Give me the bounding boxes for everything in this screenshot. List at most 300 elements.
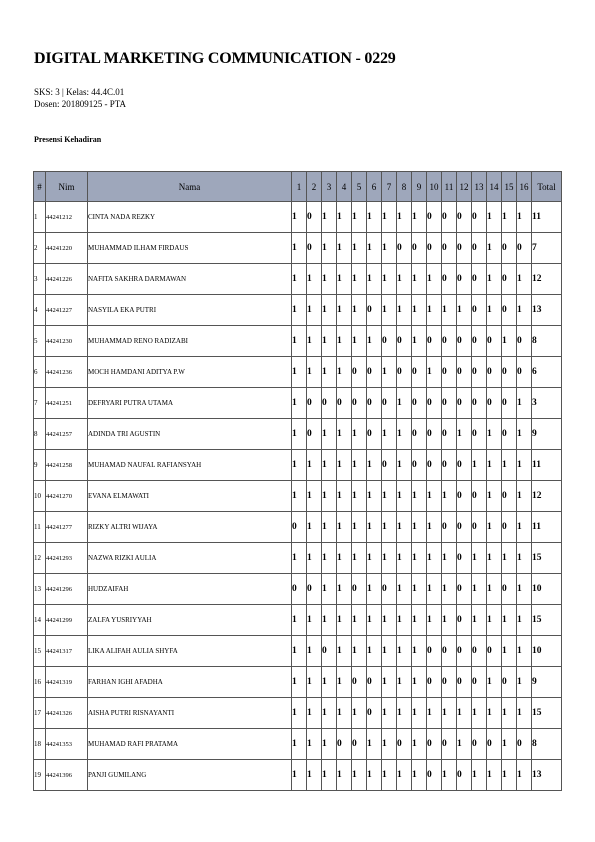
attendance-mark: 1 <box>307 295 322 326</box>
attendance-mark: 1 <box>517 419 532 450</box>
attendance-mark: 0 <box>517 233 532 264</box>
attendance-mark: 0 <box>472 202 487 233</box>
attendance-mark: 1 <box>322 543 337 574</box>
attendance-mark: 1 <box>487 450 502 481</box>
attendance-mark: 0 <box>322 388 337 419</box>
attendance-mark: 1 <box>337 605 352 636</box>
attendance-mark: 0 <box>412 233 427 264</box>
attendance-mark: 0 <box>457 574 472 605</box>
attendance-mark: 1 <box>307 667 322 698</box>
attendance-mark: 1 <box>397 295 412 326</box>
attendance-mark: 0 <box>472 667 487 698</box>
student-name: FARHAN IGHI AFADHA <box>88 667 292 698</box>
attendance-mark: 1 <box>517 667 532 698</box>
attendance-mark: 0 <box>442 326 457 357</box>
attendance-mark: 1 <box>337 543 352 574</box>
table-row <box>34 233 562 264</box>
row-number: 1 <box>34 202 46 233</box>
attendance-mark: 1 <box>382 295 397 326</box>
attendance-mark: 1 <box>487 605 502 636</box>
attendance-mark: 0 <box>337 729 352 760</box>
attendance-mark: 0 <box>457 357 472 388</box>
attendance-mark: 1 <box>397 264 412 295</box>
attendance-mark: 1 <box>487 543 502 574</box>
row-number: 5 <box>34 326 46 357</box>
student-name: MUHAMAD NAUFAL RAFIANSYAH <box>88 450 292 481</box>
header-meeting-16: 16 <box>517 172 532 202</box>
attendance-mark: 1 <box>382 729 397 760</box>
attendance-mark: 1 <box>487 481 502 512</box>
attendance-mark: 1 <box>367 202 382 233</box>
attendance-total: 9 <box>532 667 562 698</box>
attendance-mark: 1 <box>487 698 502 729</box>
attendance-mark: 1 <box>337 698 352 729</box>
attendance-mark: 1 <box>412 760 427 791</box>
attendance-mark: 1 <box>367 760 382 791</box>
attendance-mark: 0 <box>472 419 487 450</box>
attendance-mark: 1 <box>292 667 307 698</box>
attendance-mark: 1 <box>367 326 382 357</box>
header-meeting-1: 1 <box>292 172 307 202</box>
attendance-mark: 0 <box>457 450 472 481</box>
row-number: 16 <box>34 667 46 698</box>
table-row <box>34 760 562 791</box>
attendance-mark: 1 <box>322 233 337 264</box>
attendance-total: 10 <box>532 636 562 667</box>
attendance-total: 8 <box>532 729 562 760</box>
attendance-mark: 0 <box>307 419 322 450</box>
attendance-mark: 0 <box>472 326 487 357</box>
attendance-mark: 1 <box>337 667 352 698</box>
attendance-mark: 1 <box>307 264 322 295</box>
attendance-mark: 1 <box>322 698 337 729</box>
attendance-mark: 1 <box>352 543 367 574</box>
attendance-mark: 1 <box>382 419 397 450</box>
attendance-mark: 1 <box>307 543 322 574</box>
attendance-total: 7 <box>532 233 562 264</box>
attendance-mark: 1 <box>367 512 382 543</box>
table-row <box>34 326 562 357</box>
student-nim: 44241258 <box>46 450 88 481</box>
attendance-mark: 1 <box>382 481 397 512</box>
attendance-mark: 1 <box>412 698 427 729</box>
page-title: DIGITAL MARKETING COMMUNICATION - 0229 <box>34 50 396 67</box>
attendance-mark: 0 <box>502 512 517 543</box>
table-row <box>34 512 562 543</box>
attendance-mark: 1 <box>352 264 367 295</box>
student-name: DEFRYARI PUTRA UTAMA <box>88 388 292 419</box>
attendance-mark: 1 <box>502 760 517 791</box>
attendance-mark: 0 <box>367 295 382 326</box>
attendance-mark: 1 <box>292 419 307 450</box>
attendance-mark: 1 <box>397 202 412 233</box>
attendance-mark: 1 <box>382 202 397 233</box>
table-row <box>34 543 562 574</box>
attendance-mark: 1 <box>502 698 517 729</box>
student-nim: 44241299 <box>46 605 88 636</box>
attendance-mark: 1 <box>322 512 337 543</box>
student-name: CINTA NADA REZKY <box>88 202 292 233</box>
student-nim: 44241230 <box>46 326 88 357</box>
attendance-mark: 0 <box>457 481 472 512</box>
attendance-mark: 1 <box>427 605 442 636</box>
attendance-mark: 0 <box>457 605 472 636</box>
attendance-mark: 1 <box>487 419 502 450</box>
attendance-mark: 1 <box>487 667 502 698</box>
attendance-mark: 0 <box>517 357 532 388</box>
attendance-mark: 0 <box>517 326 532 357</box>
header-meeting-2: 2 <box>307 172 322 202</box>
row-number: 12 <box>34 543 46 574</box>
student-nim: 44241236 <box>46 357 88 388</box>
attendance-mark: 1 <box>307 450 322 481</box>
attendance-mark: 1 <box>307 729 322 760</box>
attendance-mark: 0 <box>367 357 382 388</box>
attendance-mark: 0 <box>502 481 517 512</box>
attendance-mark: 1 <box>427 295 442 326</box>
table-row <box>34 264 562 295</box>
attendance-mark: 0 <box>502 419 517 450</box>
attendance-total: 11 <box>532 512 562 543</box>
attendance-mark: 0 <box>442 512 457 543</box>
attendance-mark: 1 <box>487 574 502 605</box>
attendance-mark: 1 <box>502 450 517 481</box>
attendance-mark: 0 <box>472 264 487 295</box>
attendance-mark: 0 <box>472 295 487 326</box>
attendance-mark: 0 <box>427 233 442 264</box>
attendance-mark: 1 <box>367 450 382 481</box>
student-name: NAZWA RIZKI AULIA <box>88 543 292 574</box>
attendance-mark: 0 <box>292 574 307 605</box>
student-name: MOCH HAMDANI ADITYA P.W <box>88 357 292 388</box>
attendance-mark: 0 <box>457 760 472 791</box>
attendance-mark: 0 <box>502 295 517 326</box>
attendance-mark: 0 <box>412 419 427 450</box>
attendance-mark: 1 <box>322 760 337 791</box>
attendance-mark: 1 <box>322 357 337 388</box>
header-meeting-9: 9 <box>412 172 427 202</box>
row-number: 14 <box>34 605 46 636</box>
attendance-mark: 0 <box>352 574 367 605</box>
attendance-mark: 1 <box>442 543 457 574</box>
attendance-mark: 1 <box>307 481 322 512</box>
attendance-mark: 0 <box>427 326 442 357</box>
student-nim: 44241317 <box>46 636 88 667</box>
attendance-mark: 0 <box>397 357 412 388</box>
attendance-mark: 1 <box>397 698 412 729</box>
attendance-mark: 1 <box>442 574 457 605</box>
student-nim: 44241296 <box>46 574 88 605</box>
student-nim: 44241396 <box>46 760 88 791</box>
section-label: Presensi Kehadiran <box>34 135 102 144</box>
attendance-mark: 0 <box>382 574 397 605</box>
attendance-mark: 1 <box>517 481 532 512</box>
attendance-mark: 0 <box>442 419 457 450</box>
attendance-mark: 1 <box>337 512 352 543</box>
attendance-mark: 0 <box>412 388 427 419</box>
attendance-mark: 1 <box>382 636 397 667</box>
student-nim: 44241326 <box>46 698 88 729</box>
attendance-mark: 1 <box>412 264 427 295</box>
attendance-mark: 0 <box>337 388 352 419</box>
attendance-mark: 1 <box>517 388 532 419</box>
attendance-mark: 1 <box>412 729 427 760</box>
attendance-mark: 0 <box>307 574 322 605</box>
table-row <box>34 667 562 698</box>
student-name: ADINDA TRI AGUSTIN <box>88 419 292 450</box>
student-nim: 44241251 <box>46 388 88 419</box>
attendance-mark: 1 <box>517 605 532 636</box>
attendance-mark: 0 <box>517 729 532 760</box>
student-nim: 44241227 <box>46 295 88 326</box>
attendance-mark: 0 <box>457 326 472 357</box>
attendance-mark: 1 <box>337 760 352 791</box>
attendance-mark: 1 <box>322 574 337 605</box>
student-name: MUHAMMAD RENO RADIZABI <box>88 326 292 357</box>
attendance-mark: 1 <box>397 481 412 512</box>
attendance-mark: 1 <box>322 450 337 481</box>
attendance-mark: 0 <box>397 326 412 357</box>
attendance-mark: 0 <box>472 233 487 264</box>
attendance-mark: 1 <box>412 605 427 636</box>
attendance-total: 12 <box>532 264 562 295</box>
attendance-mark: 0 <box>487 326 502 357</box>
student-name: HUDZAIFAH <box>88 574 292 605</box>
attendance-mark: 1 <box>337 326 352 357</box>
attendance-total: 8 <box>532 326 562 357</box>
student-nim: 44241293 <box>46 543 88 574</box>
row-number: 18 <box>34 729 46 760</box>
attendance-mark: 1 <box>412 481 427 512</box>
attendance-mark: 1 <box>307 326 322 357</box>
attendance-mark: 1 <box>397 605 412 636</box>
attendance-mark: 1 <box>367 574 382 605</box>
attendance-mark: 1 <box>292 326 307 357</box>
table-row <box>34 729 562 760</box>
attendance-total: 13 <box>532 760 562 791</box>
table-row <box>34 605 562 636</box>
attendance-mark: 1 <box>442 605 457 636</box>
attendance-mark: 0 <box>502 357 517 388</box>
student-name: AISHA PUTRI RISNAYANTI <box>88 698 292 729</box>
attendance-mark: 1 <box>367 264 382 295</box>
row-number: 15 <box>34 636 46 667</box>
attendance-total: 15 <box>532 698 562 729</box>
course-meta <box>34 86 126 110</box>
header-meeting-4: 4 <box>337 172 352 202</box>
header-nama: Nama <box>88 172 292 202</box>
attendance-mark: 1 <box>427 574 442 605</box>
attendance-mark: 1 <box>292 450 307 481</box>
attendance-mark: 0 <box>502 574 517 605</box>
attendance-mark: 1 <box>487 760 502 791</box>
student-name: EVANA ELMAWATI <box>88 481 292 512</box>
attendance-mark: 0 <box>442 264 457 295</box>
attendance-mark: 1 <box>322 326 337 357</box>
attendance-mark: 0 <box>487 636 502 667</box>
attendance-mark: 1 <box>472 698 487 729</box>
attendance-mark: 1 <box>472 760 487 791</box>
attendance-mark: 1 <box>412 512 427 543</box>
header-meeting-15: 15 <box>502 172 517 202</box>
student-name: MUHAMMAD ILHAM FIRDAUS <box>88 233 292 264</box>
attendance-mark: 0 <box>382 326 397 357</box>
header-meeting-13: 13 <box>472 172 487 202</box>
attendance-mark: 0 <box>382 450 397 481</box>
attendance-mark: 1 <box>292 264 307 295</box>
attendance-mark: 1 <box>487 295 502 326</box>
header-meeting-8: 8 <box>397 172 412 202</box>
attendance-mark: 1 <box>382 264 397 295</box>
attendance-mark: 0 <box>427 388 442 419</box>
row-number: 9 <box>34 450 46 481</box>
attendance-mark: 1 <box>517 295 532 326</box>
row-number: 19 <box>34 760 46 791</box>
attendance-mark: 1 <box>337 233 352 264</box>
attendance-mark: 0 <box>457 388 472 419</box>
attendance-mark: 1 <box>412 574 427 605</box>
table-row <box>34 698 562 729</box>
attendance-mark: 0 <box>427 419 442 450</box>
attendance-mark: 1 <box>292 388 307 419</box>
attendance-mark: 1 <box>397 388 412 419</box>
attendance-mark: 0 <box>502 264 517 295</box>
table-row <box>34 202 562 233</box>
header-meeting-11: 11 <box>442 172 457 202</box>
attendance-mark: 1 <box>457 419 472 450</box>
student-nim: 44241353 <box>46 729 88 760</box>
attendance-mark: 1 <box>337 450 352 481</box>
attendance-mark: 0 <box>472 357 487 388</box>
attendance-mark: 1 <box>352 450 367 481</box>
student-nim: 44241220 <box>46 233 88 264</box>
attendance-mark: 1 <box>457 295 472 326</box>
attendance-mark: 1 <box>472 574 487 605</box>
attendance-mark: 0 <box>442 202 457 233</box>
student-nim: 44241212 <box>46 202 88 233</box>
attendance-mark: 0 <box>352 667 367 698</box>
attendance-mark: 1 <box>292 698 307 729</box>
attendance-mark: 1 <box>472 605 487 636</box>
attendance-mark: 1 <box>502 326 517 357</box>
attendance-mark: 1 <box>457 729 472 760</box>
attendance-mark: 1 <box>292 605 307 636</box>
attendance-mark: 1 <box>337 636 352 667</box>
attendance-mark: 0 <box>307 233 322 264</box>
attendance-mark: 1 <box>352 698 367 729</box>
attendance-total: 12 <box>532 481 562 512</box>
attendance-mark: 1 <box>322 667 337 698</box>
row-number: 4 <box>34 295 46 326</box>
attendance-mark: 1 <box>352 295 367 326</box>
attendance-mark: 1 <box>427 357 442 388</box>
attendance-mark: 1 <box>517 512 532 543</box>
attendance-mark: 1 <box>292 295 307 326</box>
attendance-mark: 1 <box>487 233 502 264</box>
attendance-mark: 1 <box>292 357 307 388</box>
attendance-mark: 1 <box>397 450 412 481</box>
attendance-mark: 0 <box>352 729 367 760</box>
attendance-mark: 1 <box>427 543 442 574</box>
attendance-mark: 0 <box>397 233 412 264</box>
header-meeting-7: 7 <box>382 172 397 202</box>
attendance-mark: 1 <box>292 760 307 791</box>
attendance-mark: 1 <box>502 605 517 636</box>
attendance-mark: 1 <box>322 264 337 295</box>
attendance-mark: 0 <box>427 202 442 233</box>
attendance-mark: 0 <box>472 481 487 512</box>
attendance-total: 15 <box>532 543 562 574</box>
attendance-mark: 1 <box>457 698 472 729</box>
attendance-mark: 1 <box>367 605 382 636</box>
table-body <box>34 202 562 791</box>
attendance-mark: 1 <box>442 760 457 791</box>
attendance-mark: 1 <box>517 450 532 481</box>
attendance-mark: 0 <box>367 698 382 729</box>
attendance-mark: 0 <box>457 512 472 543</box>
attendance-mark: 1 <box>382 605 397 636</box>
attendance-mark: 1 <box>367 729 382 760</box>
attendance-mark: 1 <box>292 481 307 512</box>
sks-class-line: SKS: 3 | Kelas: 44.4C.01 <box>34 87 125 97</box>
attendance-mark: 1 <box>292 543 307 574</box>
attendance-mark: 0 <box>442 450 457 481</box>
attendance-mark: 1 <box>337 202 352 233</box>
header-no: # <box>34 172 46 202</box>
attendance-mark: 1 <box>412 202 427 233</box>
table-row <box>34 574 562 605</box>
attendance-mark: 1 <box>412 667 427 698</box>
attendance-mark: 0 <box>367 667 382 698</box>
attendance-mark: 1 <box>307 512 322 543</box>
attendance-mark: 0 <box>322 636 337 667</box>
attendance-mark: 1 <box>427 264 442 295</box>
header-meeting-5: 5 <box>352 172 367 202</box>
row-number: 6 <box>34 357 46 388</box>
student-nim: 44241277 <box>46 512 88 543</box>
attendance-mark: 0 <box>352 388 367 419</box>
table-row <box>34 295 562 326</box>
attendance-mark: 1 <box>307 636 322 667</box>
attendance-mark: 1 <box>322 295 337 326</box>
attendance-total: 10 <box>532 574 562 605</box>
student-name: LIKA ALIFAH AULIA SHYFA <box>88 636 292 667</box>
attendance-mark: 1 <box>292 729 307 760</box>
header-meeting-6: 6 <box>367 172 382 202</box>
attendance-mark: 0 <box>442 233 457 264</box>
header-meeting-3: 3 <box>322 172 337 202</box>
attendance-mark: 1 <box>442 698 457 729</box>
attendance-mark: 1 <box>322 605 337 636</box>
attendance-total: 15 <box>532 605 562 636</box>
attendance-mark: 0 <box>472 636 487 667</box>
attendance-mark: 1 <box>322 419 337 450</box>
attendance-mark: 0 <box>487 357 502 388</box>
attendance-total: 11 <box>532 450 562 481</box>
attendance-mark: 0 <box>442 388 457 419</box>
table-row <box>34 450 562 481</box>
attendance-mark: 1 <box>397 667 412 698</box>
attendance-mark: 1 <box>397 512 412 543</box>
row-number: 11 <box>34 512 46 543</box>
row-number: 7 <box>34 388 46 419</box>
table-row <box>34 388 562 419</box>
attendance-mark: 1 <box>472 450 487 481</box>
attendance-mark: 1 <box>337 357 352 388</box>
attendance-mark: 1 <box>382 512 397 543</box>
attendance-mark: 1 <box>337 481 352 512</box>
student-nim: 44241319 <box>46 667 88 698</box>
